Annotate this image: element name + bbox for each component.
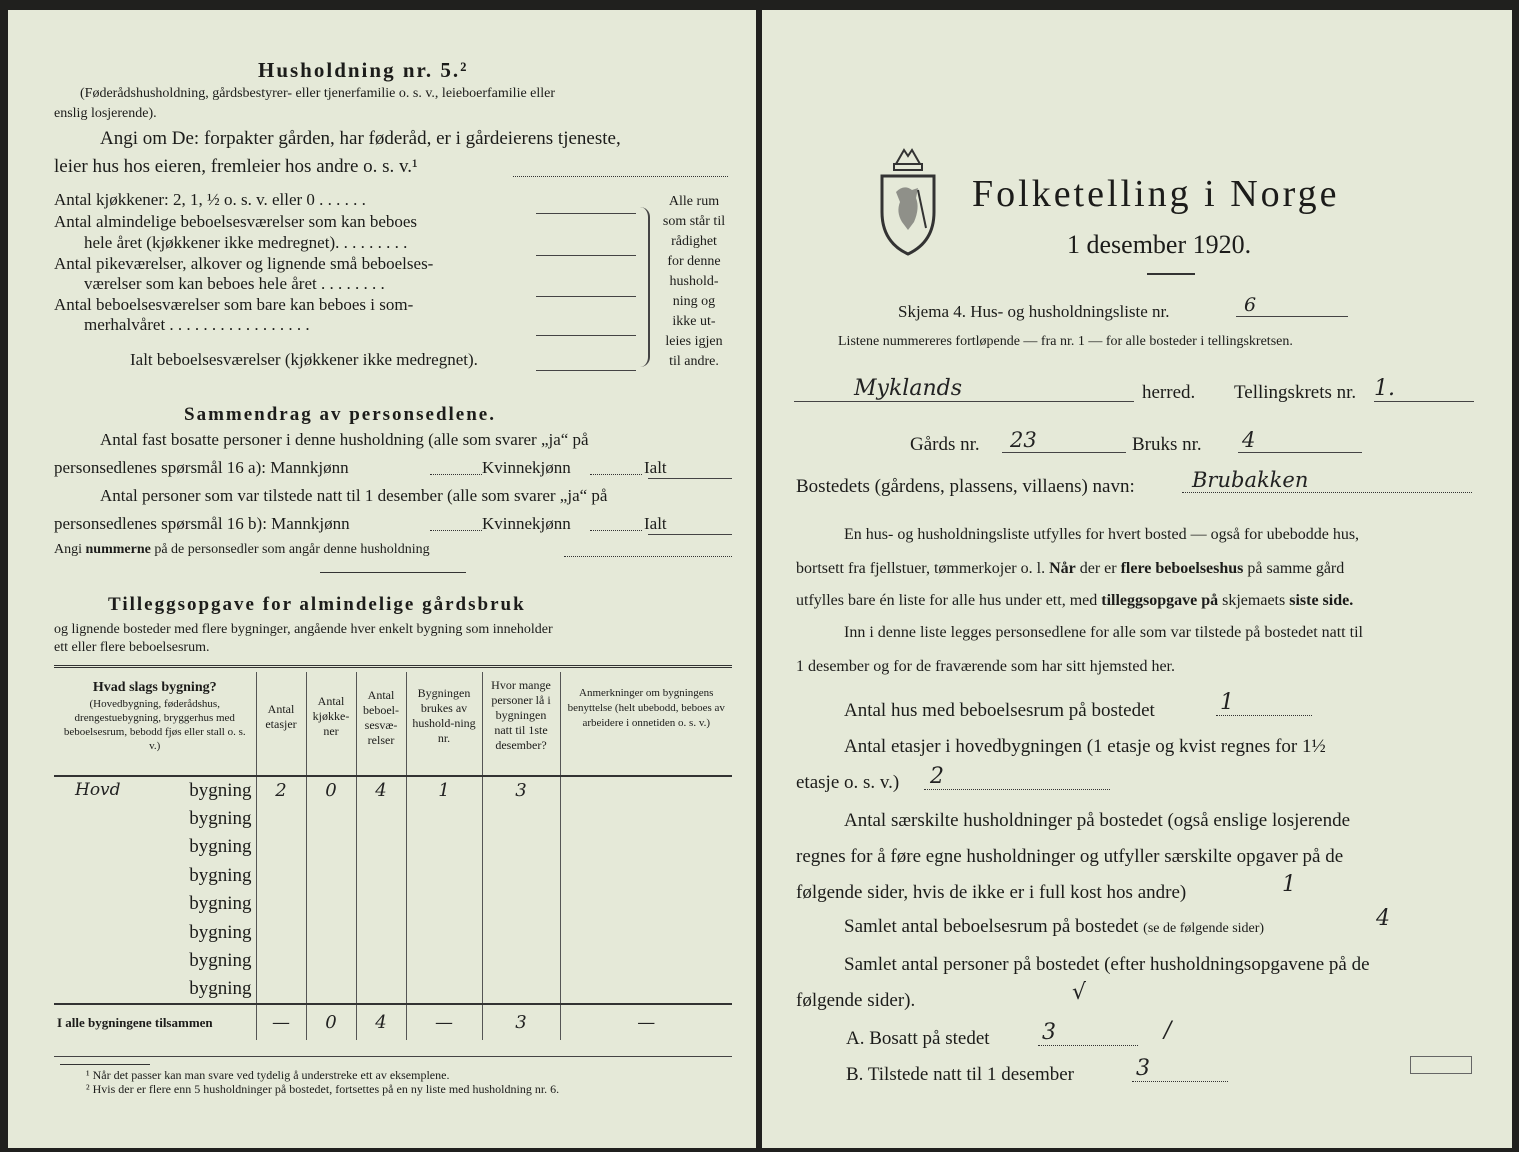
building-table-header bbox=[54, 672, 732, 776]
bruks-label: Bruks nr. bbox=[1132, 434, 1202, 455]
fast-line-2a: personsedlenes spørsmål 16 a): Mannkjønn bbox=[54, 458, 349, 477]
gards-value: 23 bbox=[1002, 428, 1126, 453]
pike-line-1: Antal pikeværelser, alkover og lignende små beboelses- bbox=[54, 254, 434, 273]
antal-hus-value: 1 bbox=[1216, 690, 1312, 716]
samlet-pers-line1: Samlet antal personer på bostedet (efter husholdningsopgavene på de bbox=[844, 954, 1370, 975]
saerskilte-line3: følgende sider, hvis de ikke er i full kost hos andre) bbox=[796, 882, 1187, 903]
form-title: Folketelling i Norge bbox=[972, 173, 1340, 215]
fast-line-2c: Ialt bbox=[644, 458, 667, 477]
side-brace bbox=[640, 207, 650, 367]
herred-value: Myklands bbox=[794, 376, 1134, 402]
footnote-2: ² Hvis der er flere enn 5 husholdninger på bostedet, fortsettes på en ny liste med husholdning nr. 6. bbox=[86, 1082, 560, 1096]
antal-hus-label: Antal hus med beboelsesrum på bostedet bbox=[844, 700, 1155, 721]
divider bbox=[320, 572, 466, 573]
col-personer-header: Hvor mange personer lå i bygningen natt til 1ste desember? bbox=[482, 672, 560, 776]
table-row: bygning bbox=[54, 947, 732, 976]
col-bygning-header: Hvad slags bygning? (Hovedbygning, føderådshus, drengestuebygning, bryggerhus med beboelsesrum, bebodd fjøs eller stall o. s. v.) bbox=[54, 672, 256, 776]
intro-note: (Føderådshusholdning, gårdsbestyrer- eller tjenerfamilie o. s. v., leieboerfamilie eller bbox=[80, 86, 556, 101]
alm-line-2: hele året (kjøkkener ikke medregnet). . . . . . . . . bbox=[84, 233, 408, 252]
angi-nummerne: Angi nummerne på de personsedler som angår denne husholdning bbox=[54, 542, 430, 557]
skjema-line: Skjema 4. Hus- og husholdningsliste nr. bbox=[898, 302, 1170, 321]
bruks-value: 4 bbox=[1238, 428, 1362, 453]
footnote-1: ¹ Når det passer kan man svare ved tydelig å understreke ett av eksemplene. bbox=[86, 1068, 450, 1082]
table-total-row: I alle bygningene tilsammen — 0 4 — 3 — bbox=[54, 1004, 732, 1040]
table-row: bygning bbox=[54, 890, 732, 919]
etasjer-value: 2 bbox=[924, 764, 1110, 790]
para2-line1: Inn i denne liste legges personsedlene for alle som var tilstede på bostedet natt til bbox=[844, 624, 1363, 641]
sommer-line-1: Antal beboelsesværelser som bare kan beboes i som- bbox=[54, 295, 414, 314]
tillegg-heading: Tilleggsopgave for almindelige gårdsbruk bbox=[108, 594, 526, 615]
col-husholdning-header: Bygningen brukes av hushold-ning nr. bbox=[406, 672, 482, 776]
household-heading: Husholdning nr. 5.² bbox=[258, 58, 469, 82]
bostedets-label: Bostedets (gårdens, plassens, villaens) navn: bbox=[796, 476, 1135, 497]
left-page bbox=[8, 10, 756, 1148]
etasjer-line1: Antal etasjer i hovedbygningen (1 etasje og kvist regnes for 1½ bbox=[844, 736, 1326, 757]
right-page bbox=[762, 10, 1512, 1148]
kjokkener-line: Antal kjøkkener: 2, 1, ½ o. s. v. eller 0 . . . . . . bbox=[54, 190, 366, 209]
table-row: Hovd bygning 2 0 4 1 3 bbox=[54, 776, 732, 805]
samlet-rum-label: Samlet antal beboelsesrum på bostedet (se de følgende sider) bbox=[844, 916, 1265, 937]
para2-line2: 1 desember og for de fraværende som har sitt hjemsted her. bbox=[796, 658, 1175, 675]
table-row: bygning bbox=[54, 833, 732, 862]
saerskilte-line2: regnes for å føre egne husholdninger og utfyller særskilte opgaver på de bbox=[796, 846, 1344, 867]
tilstede-line-2b: Kvinnekjønn bbox=[482, 514, 571, 533]
bosatt-label: A. Bosatt på stedet bbox=[846, 1028, 990, 1049]
tilstede-line-2a: personsedlenes spørsmål 16 b): Mannkjønn bbox=[54, 514, 350, 533]
sammendrag-heading: Sammendrag av personsedlene. bbox=[184, 404, 496, 425]
samlet-pers-line2: følgende sider). bbox=[796, 990, 916, 1011]
fast-line-1: Antal fast bosatte personer i denne husholdning (alle som svarer „ja“ på bbox=[100, 430, 589, 449]
intro-note-2: enslig losjerende). bbox=[54, 106, 157, 121]
alm-line-1: Antal almindelige beboelsesværelser som kan beboes bbox=[54, 212, 418, 231]
ialt-rooms-line: Ialt beboelsesværelser (kjøkkener ikke medregnet). bbox=[130, 350, 478, 369]
form-date: 1 desember 1920. bbox=[1067, 230, 1252, 259]
tellingskrets-label: Tellingskrets nr. bbox=[1234, 382, 1357, 403]
building-name: Hovd bbox=[75, 779, 121, 800]
bostedets-value: Brubakken bbox=[1182, 468, 1472, 493]
tilstede-label: B. Tilstede natt til 1 desember bbox=[846, 1064, 1074, 1085]
col-etasjer-header: Antal etasjer bbox=[256, 672, 306, 776]
pike-line-2: værelser som kan beboes hele året . . . . . . . . bbox=[84, 274, 385, 293]
table-row: bygning bbox=[54, 919, 732, 948]
table-row: bygning bbox=[54, 805, 732, 834]
angi-line-1: Angi om De: forpakter gården, har føderåd, er i gårdeierens tjeneste, bbox=[100, 128, 621, 149]
side-note: Alle rum som står til rådighet for denne hushold- ning og ikke ut- leies igjen til andre. bbox=[662, 194, 726, 369]
fast-line-2b: Kvinnekjønn bbox=[482, 458, 571, 477]
listene-note: Listene nummereres fortløpende — fra nr. 1 — for alle bosteder i tellingskretsen. bbox=[838, 334, 1293, 349]
table-row: bygning bbox=[54, 862, 732, 891]
angi-line-2: leier hus hos eieren, fremleier hos andre o. s. v.¹ bbox=[54, 156, 418, 177]
para1-line3: utfylles bare én liste for alle hus under ett, med tilleggsopgave på skjemaets siste side. bbox=[796, 592, 1354, 609]
building-table bbox=[54, 672, 732, 1040]
norway-coat-of-arms-icon bbox=[874, 142, 942, 262]
herred-label: herred. bbox=[1142, 382, 1196, 403]
sommer-line-2: merhalvåret . . . . . . . . . . . . . . . . . bbox=[84, 315, 310, 334]
para1-line2: bortsett fra fjellstuer, tømmerkojer o. l. Når der er flere beboelseshus på samme gård bbox=[796, 560, 1345, 577]
printer-stamp bbox=[1410, 1056, 1472, 1074]
tilstede-line-2c: Ialt bbox=[644, 514, 667, 533]
tilstede-value: 3 bbox=[1132, 1056, 1228, 1082]
gards-label: Gårds nr. bbox=[910, 434, 980, 455]
bosatt-mark: / bbox=[1164, 1018, 1172, 1043]
tilstede-line-1: Antal personer som var tilstede natt til 1 desember (alle som svarer „ja“ på bbox=[100, 486, 608, 505]
col-rum-header: Antal beboel-sesvæ-relser bbox=[356, 672, 406, 776]
samlet-rum-value: 4 bbox=[1376, 906, 1390, 931]
saerskilte-line1: Antal særskilte husholdninger på bostedet (også enslige losjerende bbox=[844, 810, 1351, 831]
col-kjokkener-header: Antal kjøkke-ner bbox=[306, 672, 356, 776]
saerskilte-value: 1 bbox=[1282, 872, 1296, 897]
etasjer-line2: etasje o. s. v.) bbox=[796, 772, 900, 793]
tillegg-line-1: og lignende bosteder med flere bygninger, angående hver enkelt bygning som inneholder bbox=[54, 622, 553, 637]
angi-answer-line bbox=[513, 176, 728, 177]
tellingskrets-value: 1. bbox=[1374, 376, 1474, 402]
bosatt-value: 3 bbox=[1038, 1020, 1138, 1046]
tillegg-line-2: ett eller flere beboelsesrum. bbox=[54, 640, 210, 655]
skjema-nr: 6 bbox=[1236, 294, 1348, 317]
col-anm-header: Anmerkninger om bygningens benyttelse (helt ubebodd, beboes av arbeidere i onnetiden o. s. v.) bbox=[560, 672, 732, 776]
samlet-pers-mark: √ bbox=[1072, 980, 1087, 1005]
table-row: bygning bbox=[54, 976, 732, 1005]
para1-line1: En hus- og husholdningsliste utfylles for hvert bosted — også for ubebodde hus, bbox=[844, 526, 1360, 543]
